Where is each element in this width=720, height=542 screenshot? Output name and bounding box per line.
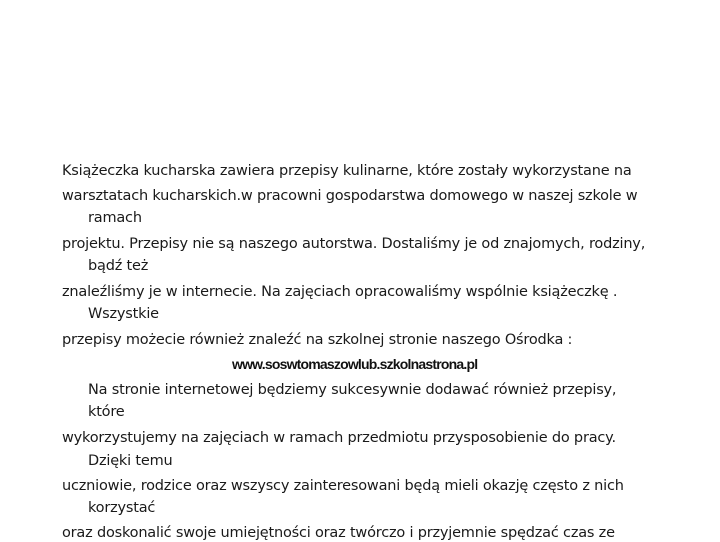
text-line-3: ramach <box>88 210 142 226</box>
text-line-16: oraz doskonalić swoje umiejętności oraz twórczo i przyjemnie spędzać czas ze <box>62 525 615 541</box>
text-line-4: projektu. Przepisy nie są naszego autorstwa. Dostaliśmy je od znajomych, rodziny, <box>62 236 646 252</box>
text-line-6: znaleźliśmy je w internecie. Na zajęciach opracowaliśmy wspólnie książeczkę . <box>62 284 618 300</box>
website-url: www.soswtomaszowlub.szkolnastrona.pl <box>232 356 478 372</box>
text-line-2: warsztatach kucharskich.w pracowni gospodarstwa domowego w naszej szkole w <box>62 188 638 204</box>
text-line-7: Wszystkie <box>88 306 159 322</box>
text-line-13: Dzięki temu <box>88 453 173 469</box>
text-line-15: korzystać <box>88 500 156 516</box>
text-line-5: bądź też <box>88 258 149 274</box>
text-line-12: wykorzystujemy na zajęciach w ramach przedmiotu przysposobienie do pracy. <box>62 430 616 446</box>
text-line-8: przepisy możecie również znaleźć na szkolnej stronie naszego Ośrodka : <box>62 332 573 348</box>
text-line-14: uczniowie, rodzice oraz wszyscy zainteresowani będą mieli okazję często z nich <box>62 478 624 494</box>
text-line-1: Książeczka kucharska zawiera przepisy kulinarne, które zostały wykorzystane na <box>62 163 632 179</box>
text-line-11: które <box>88 404 125 420</box>
text-line-10: Na stronie internetowej będziemy sukcesywnie dodawać również przepisy, <box>88 382 617 398</box>
